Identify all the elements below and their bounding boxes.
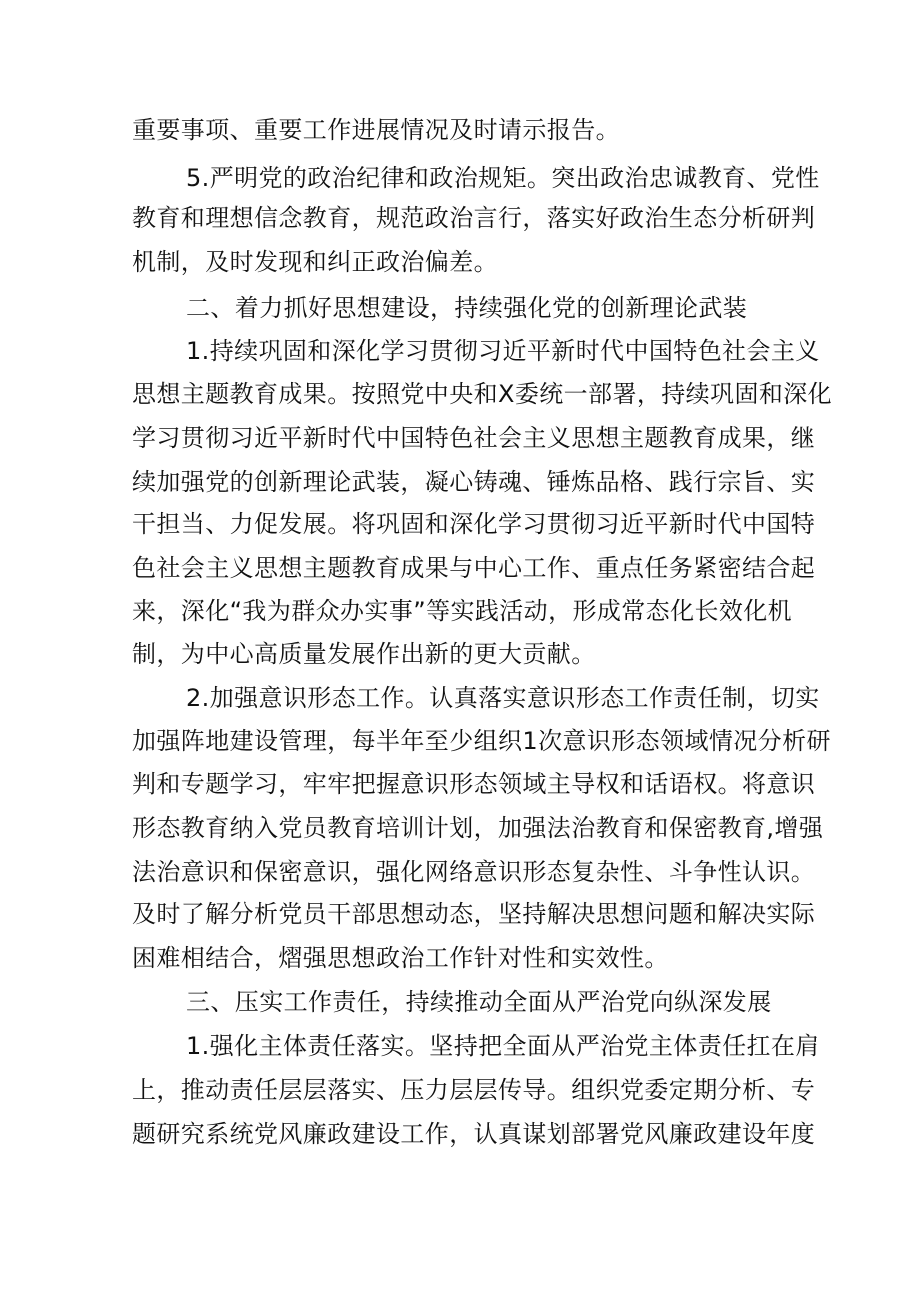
text-line: 色社会主义思想主题教育成果与中心工作、重点任务紧密结合起 [132,554,816,582]
text-line: 法治意识和保密意识，强化网络意识形态复杂性、斗争性认识。 [132,858,816,886]
text-line: 教育和理想信念教育，规范政治言行，落实好政治生态分析研判 [132,204,816,232]
text-line: 2.加强意识形态工作。认真落实意识形态工作责任制，切实 [186,684,820,712]
text-line: 重要事项、重要工作进展情况及时请示报告。 [132,116,620,144]
text-line: 判和专题学习，牢牢把握意识形态领域主导权和话语权。将意识 [132,770,816,798]
text-line: 加强阵地建设管理，每半年至少组织1次意识形态领域情况分析研 [132,727,831,755]
text-line: 及时了解分析党员干部思想动态，坚持解决思想问题和解决实际 [132,900,816,928]
section-heading: 三、压实工作责任，持续推动全面从严治党向纵深发展 [186,988,772,1016]
section-heading: 二、着力抓好思想建设，持续强化党的创新理论武装 [186,294,748,322]
text-line: 学习贯彻习近平新时代中国特色社会主义思想主题教育成果，继 [132,424,816,452]
text-line: 1.持续巩固和深化学习贯彻习近平新时代中国特色社会主义 [186,337,820,365]
text-line: 题研究系统党风廉政建设工作，认真谋划部署党风廉政建设年度 [132,1120,816,1148]
text-line: 上，推动责任层层落实、压力层层传导。组织党委定期分析、专 [132,1076,816,1104]
text-line: 困难相结合，熠强思想政治工作针对性和实效性。 [132,944,669,972]
text-line: 5.严明党的政治纪律和政治规矩。突出政治忠诚教育、党性 [186,164,820,192]
text-line: 1.强化主体责任落实。坚持把全面从严治党主体责任扛在肩 [186,1032,820,1060]
text-line: 来，深化“我为群众办实事”等实践活动，形成常态化长效化机 [132,597,793,625]
text-line: 形态教育纳入党员教育培训计划，加强法治教育和保密教育,增强 [132,814,824,842]
text-line: 思想主题教育成果。按照党中央和X委统一部署，持续巩固和深化 [132,380,833,408]
text-line: 制，为中心高质量发展作出新的更大贡献。 [132,640,596,668]
text-line: 续加强党的创新理论武装，凝心铸魂、锤炼品格、践行宗旨、实 [132,468,816,496]
text-line: 干担当、力促发展。将巩固和深化学习贯彻习近平新时代中国特 [132,510,816,538]
text-line: 机制，及时发现和纠正政治偏差。 [132,248,498,276]
